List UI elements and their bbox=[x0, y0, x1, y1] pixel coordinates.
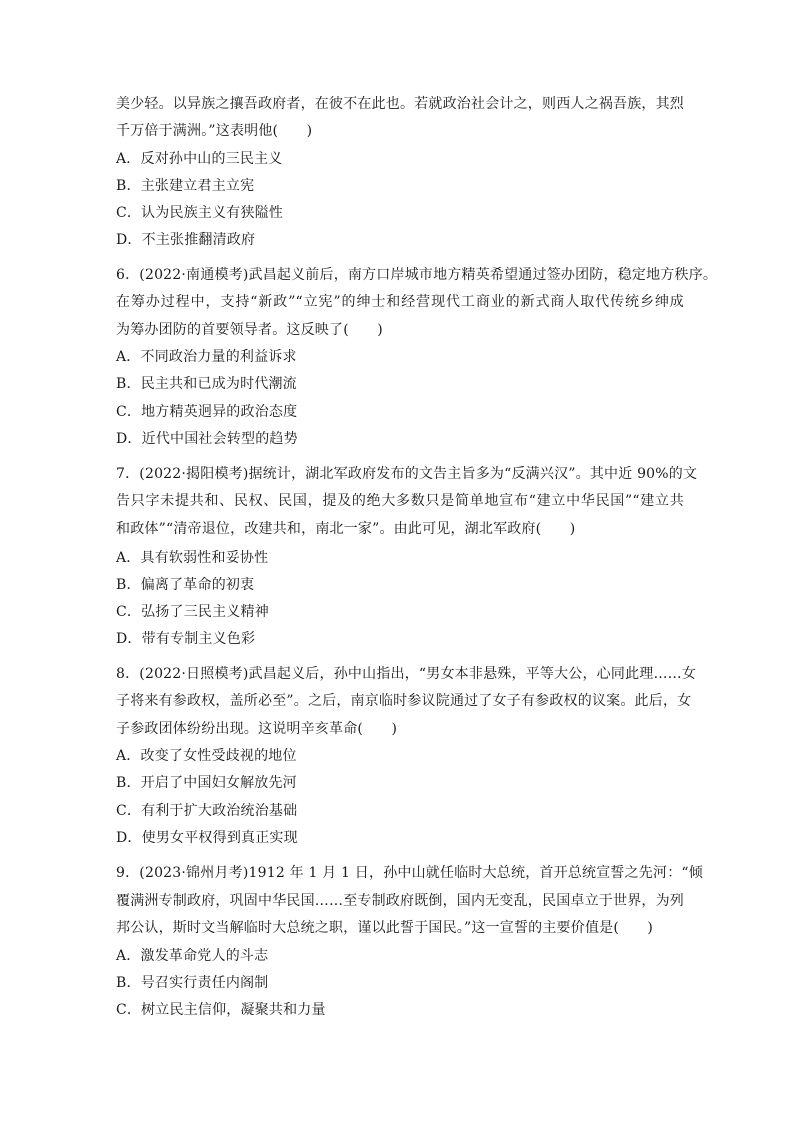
q8-stem-line-1: 8．(2022·日照模考)武昌起义后，孙中山指出，“男女本非悬殊，平等大公，心同此理……女 bbox=[116, 666, 697, 682]
q6-stem-line-1: 6．(2022·南通模考)武昌起义前后，南方口岸城市地方精英希望通过签办团防，稳定地方秩序。 bbox=[116, 267, 718, 283]
q7-option-a[interactable]: A．具有软弱性和妥协性 bbox=[116, 550, 269, 566]
intro-option-b[interactable]: B．主张建立君主立宪 bbox=[116, 178, 255, 194]
q9-option-b[interactable]: B．号召实行责任内阁制 bbox=[116, 975, 269, 991]
q7-option-c[interactable]: C．弘扬了三民主义精神 bbox=[116, 604, 269, 620]
q8-option-b[interactable]: B．开启了中国妇女解放先河 bbox=[116, 775, 297, 791]
intro-option-d[interactable]: D．不主张推翻清政府 bbox=[116, 232, 256, 248]
q8-option-c[interactable]: C．有利于扩大政治统治基础 bbox=[116, 803, 298, 819]
intro-stem-line-2: 千万倍于满洲。”这表明他( ) bbox=[116, 123, 313, 139]
q6-option-c[interactable]: C．地方精英迥异的政治态度 bbox=[116, 404, 298, 420]
q7-option-d[interactable]: D．带有专制主义色彩 bbox=[116, 631, 256, 647]
q7-stem-line-1: 7．(2022·揭阳模考)据统计，湖北军政府发布的文告主旨多为“反满兴汉”。其中近 90%的文 bbox=[116, 466, 698, 482]
q6-option-b[interactable]: B．民主共和已成为时代潮流 bbox=[116, 376, 297, 392]
q8-option-a[interactable]: A．改变了女性受歧视的地位 bbox=[116, 748, 297, 764]
q6-option-d[interactable]: D．近代中国社会转型的趋势 bbox=[116, 431, 298, 447]
q8-stem-line-3: 子参政团体纷纷出现。这说明辛亥革命( ) bbox=[116, 721, 398, 737]
q9-stem-line-1: 9．(2023·锦州月考)1912 年 1 月 1 日，孙中山就任临时大总统，首开总统宣誓之先河：“倾 bbox=[116, 865, 703, 881]
q9-stem-line-2: 覆满洲专制政府，巩固中华民国……至专制政府既倒，国内无变乱，民国卓立于世界，为列 bbox=[116, 893, 684, 909]
q6-stem-line-3: 为筹办团防的首要领导者。这反映了( ) bbox=[116, 322, 383, 338]
q8-stem-line-2: 子将来有参政权，盖所必至”。之后，南京临时参议院通过了女子有参政权的议案。此后，女 bbox=[116, 693, 692, 709]
q7-stem-line-2: 告只字未提共和、民权、民国，提及的绝大多数只是简单地宣布“建立中华民国”“建立共 bbox=[116, 493, 684, 509]
intro-stem-line-1: 美少轻。以异族之攘吾政府者，在彼不在此也。若就政治社会计之，则西人之祸吾族，其烈 bbox=[116, 96, 684, 112]
q7-option-b[interactable]: B．偏离了革命的初衷 bbox=[116, 577, 255, 593]
q6-stem-line-2: 在筹办过程中，支持“新政”“立宪”的绅士和经营现代工商业的新式商人取代传统乡绅成 bbox=[116, 294, 684, 310]
q9-option-c[interactable]: C．树立民主信仰，凝聚共和力量 bbox=[116, 1002, 326, 1018]
intro-option-a[interactable]: A．反对孙中山的三民主义 bbox=[116, 151, 283, 167]
q6-option-a[interactable]: A．不同政治力量的利益诉求 bbox=[116, 349, 297, 365]
intro-option-c[interactable]: C．认为民族主义有狭隘性 bbox=[116, 205, 284, 221]
q9-option-a[interactable]: A．激发革命党人的斗志 bbox=[116, 948, 269, 964]
q7-stem-line-3: 和政体”“清帝退位，改建共和，南北一家”。由此可见，湖北军政府( ) bbox=[116, 521, 576, 537]
q9-stem-line-3: 邦公认，斯时文当解临时大总统之职，谨以此誓于国民。”这一宣誓的主要价值是( ) bbox=[116, 920, 654, 936]
q8-option-d[interactable]: D．使男女平权得到真正实现 bbox=[116, 830, 298, 846]
